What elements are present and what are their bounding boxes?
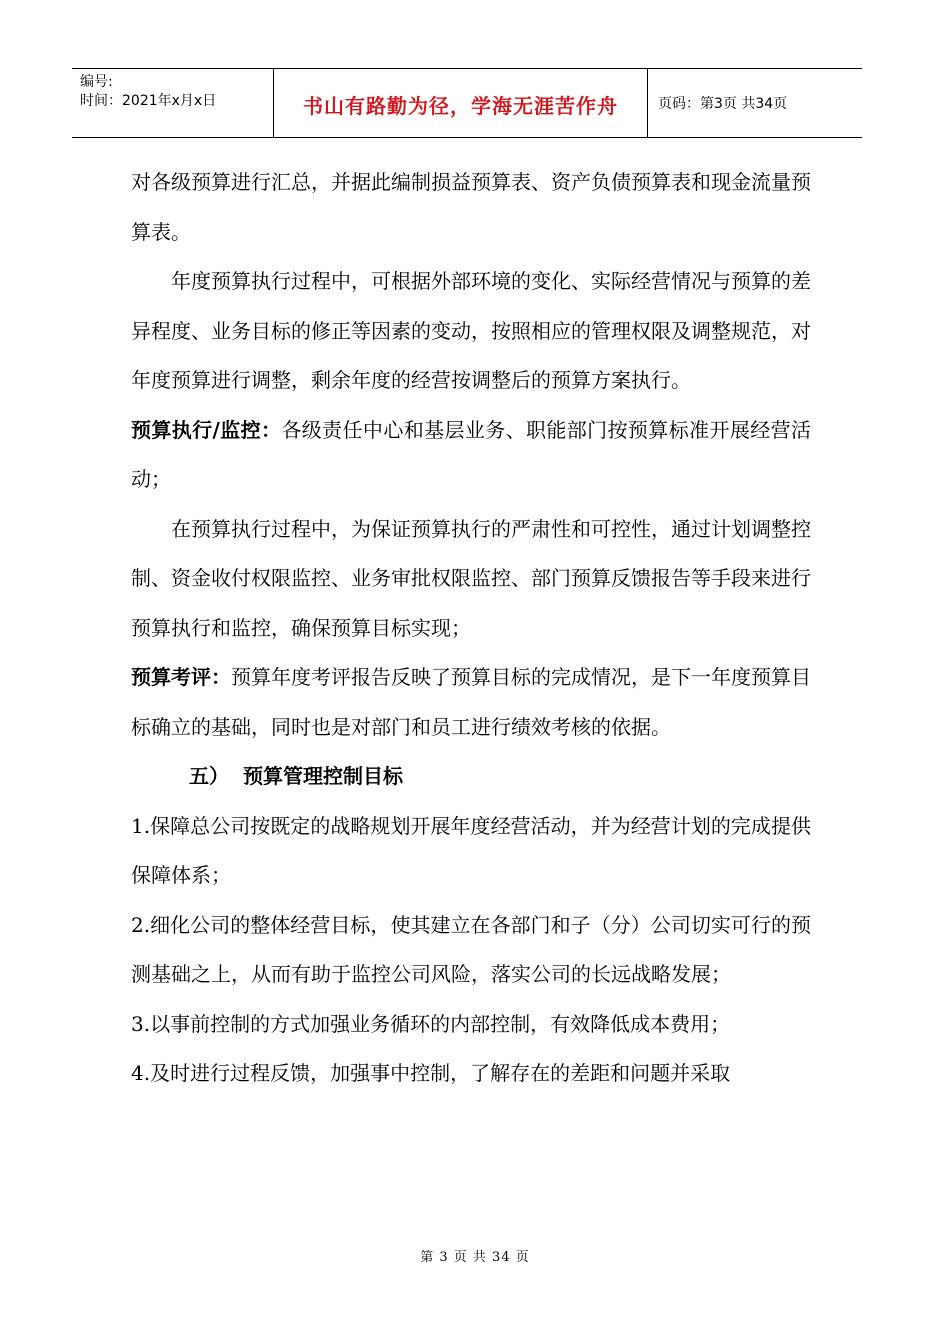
header-table bbox=[72, 68, 862, 138]
header-right-cell bbox=[648, 69, 862, 137]
paragraph-summary: 对各级预算进行汇总，并据此编制损益预算表、资产负债预算表和现金流量预算表。 bbox=[131, 170, 811, 244]
time-label: 时间：2021年x月x日 bbox=[80, 93, 217, 109]
header-left-cell bbox=[72, 69, 274, 137]
paragraph-adjustment: 年度预算执行过程中，可根据外部环境的变化、实际经营情况与预算的差异程度、业务目标的修正等因素的变动，按照相应的管理权限及调整规范，对年度预算进行调整，剩余年度的经营按调整后的预算方案执行。 bbox=[131, 269, 811, 392]
header-middle-cell bbox=[274, 69, 648, 137]
number-label: 编号: bbox=[80, 74, 113, 90]
section-title: 预算管理控制目标 bbox=[243, 764, 403, 788]
section-heading bbox=[131, 752, 811, 802]
paragraph-execution bbox=[131, 406, 811, 505]
evaluation-label: 预算考评： bbox=[131, 665, 231, 689]
list-item-2: 2.细化公司的整体经营目标，使其建立在各部门和子（分）公司切实可行的预测基础之上，从而有助于监控公司风险，落实公司的长远战略发展； bbox=[131, 912, 811, 986]
paragraph-monitoring: 在预算执行过程中，为保证预算执行的严肃性和可控性，通过计划调整控制、资金收付权限监控、业务审批权限监控、部门预算反馈报告等手段来进行预算执行和监控，确保预算目标实现； bbox=[131, 516, 811, 640]
list-item-4: 4.及时进行过程反馈，加强事中控制，了解存在的差距和问题并采取 bbox=[131, 1061, 731, 1085]
list-item-3: 3.以事前控制的方式加强业务循环的内部控制，有效降低成本费用； bbox=[131, 1011, 731, 1036]
execution-text: 各级责任中心和基层业务、职能部门按预算标准开展经营活动； bbox=[131, 417, 812, 491]
list-item-1: 1.保障总公司按既定的战略规划开展年度经营活动，并为经营计划的完成提供保障体系； bbox=[131, 813, 811, 887]
motto-text: 书山有路勤为径，学海无涯苦作舟 bbox=[303, 93, 618, 118]
section-number: 五） bbox=[189, 764, 229, 788]
body-text bbox=[131, 158, 811, 1099]
page-footer: 第 3 页 共 34 页 bbox=[420, 1250, 530, 1265]
evaluation-text: 预算年度考评报告反映了预算目标的完成情况，是下一年度预算目标确立的基础，同时也是对部门和员工进行绩效考核的依据。 bbox=[131, 665, 811, 739]
page-code: 页码：第3页 共34页 bbox=[658, 96, 788, 112]
paragraph-evaluation bbox=[131, 653, 811, 752]
execution-label: 预算执行/监控： bbox=[131, 417, 282, 442]
